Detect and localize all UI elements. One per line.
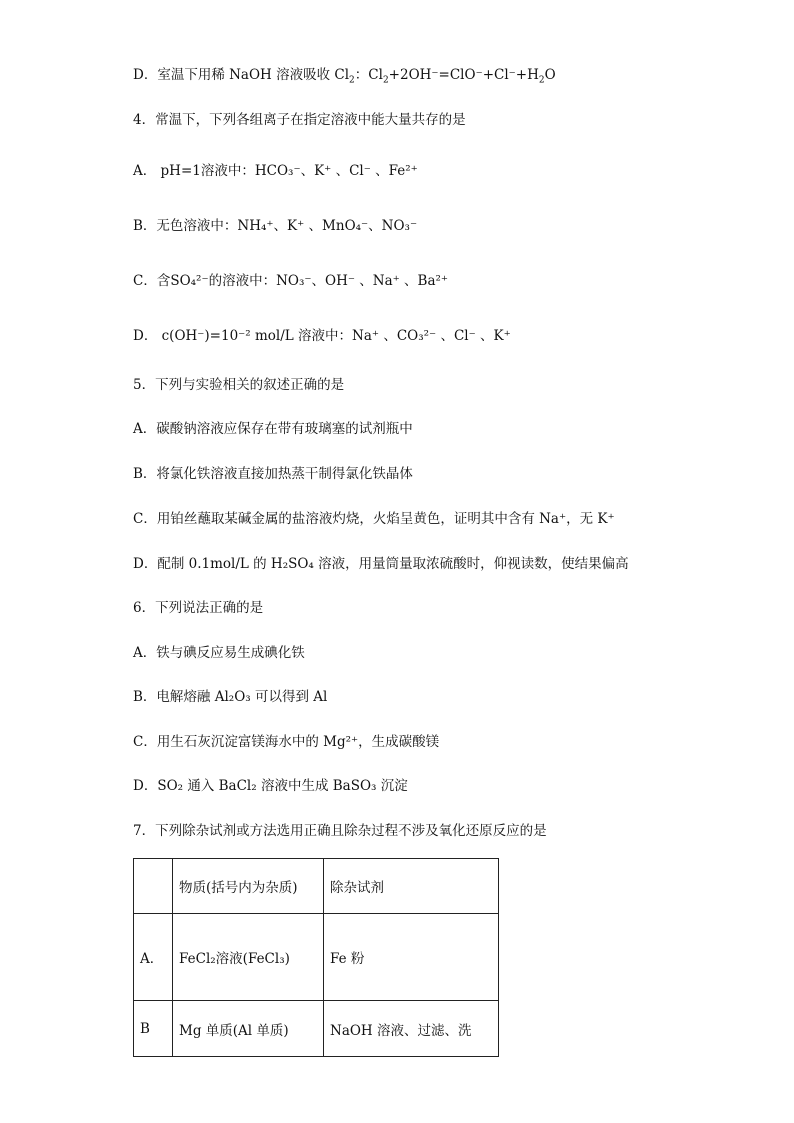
question-4-option-c: C．含SO₄²⁻的溶液中：NO₃⁻、OH⁻ 、Na⁺ 、Ba²⁺ xyxy=(133,273,449,289)
table-row xyxy=(134,1001,499,1057)
table-row xyxy=(134,914,499,1001)
question-5-option-d: D．配制 0.1mol/L 的 H₂SO₄ 溶液，用量筒量取浓硫酸时，仰视读数，使结果偏高 xyxy=(133,556,629,572)
question-4-stem: 4．常温下，下列各组离子在指定溶液中能大量共存的是 xyxy=(133,112,466,128)
table-cell-label: B xyxy=(134,1001,173,1057)
question-5-option-b: B．将氯化铁溶液直接加热蒸干制得氯化铁晶体 xyxy=(133,466,413,482)
question-6-stem: 6．下列说法正确的是 xyxy=(133,600,264,616)
table-header-cell xyxy=(134,859,173,914)
question-5-option-a: A．碳酸钠溶液应保存在带有玻璃塞的试剂瓶中 xyxy=(133,421,413,437)
impurity-removal-table xyxy=(133,858,499,1057)
table-cell-label: A． xyxy=(134,914,173,1001)
table-header-cell: 除杂试剂 xyxy=(324,859,499,914)
question-6-option-c: C．用生石灰沉淀富镁海水中的 Mg²⁺，生成碳酸镁 xyxy=(133,734,440,750)
question-6-option-a: A．铁与碘反应易生成碘化铁 xyxy=(133,645,305,661)
table-header-cell: 物质(括号内为杂质) xyxy=(173,859,324,914)
table-cell: Mg 单质(Al 单质) xyxy=(173,1001,324,1057)
option-d-prev-question: D．室温下用稀 NaOH 溶液吸收 $Cl_2$：$Cl_2+2OH^-=ClO^-+Cl^-+H_2O$ xyxy=(133,67,556,86)
question-4-option-d: D． c(OH⁻)=10⁻² mol/L 溶液中：Na⁺ 、CO₃²⁻ 、Cl⁻ 、K⁺ xyxy=(133,328,511,344)
question-5-option-c: C．用铂丝蘸取某碱金属的盐溶液灼烧，火焰呈黄色，证明其中含有 Na⁺，无 K⁺ xyxy=(133,511,615,527)
table-cell: NaOH 溶液、过滤、洗 xyxy=(324,1001,499,1057)
question-6-option-d: D．SO₂ 通入 BaCl₂ 溶液中生成 BaSO₃ 沉淀 xyxy=(133,778,408,794)
question-4-option-b: B．无色溶液中：NH₄⁺、K⁺ 、MnO₄⁻、NO₃⁻ xyxy=(133,218,418,234)
question-4-option-a: A． pH=1溶液中：HCO₃⁻、K⁺ 、Cl⁻ 、Fe²⁺ xyxy=(133,163,418,179)
table-cell: FeCl₂溶液(FeCl₃) xyxy=(173,914,324,1001)
question-7-stem: 7．下列除杂试剂或方法选用正确且除杂过程不涉及氧化还原反应的是 xyxy=(133,823,547,839)
question-6-option-b: B．电解熔融 Al₂O₃ 可以得到 Al xyxy=(133,689,328,705)
table-header-row xyxy=(134,859,499,914)
table-cell: Fe 粉 xyxy=(324,914,499,1001)
question-5-stem: 5．下列与实验相关的叙述正确的是 xyxy=(133,377,345,393)
